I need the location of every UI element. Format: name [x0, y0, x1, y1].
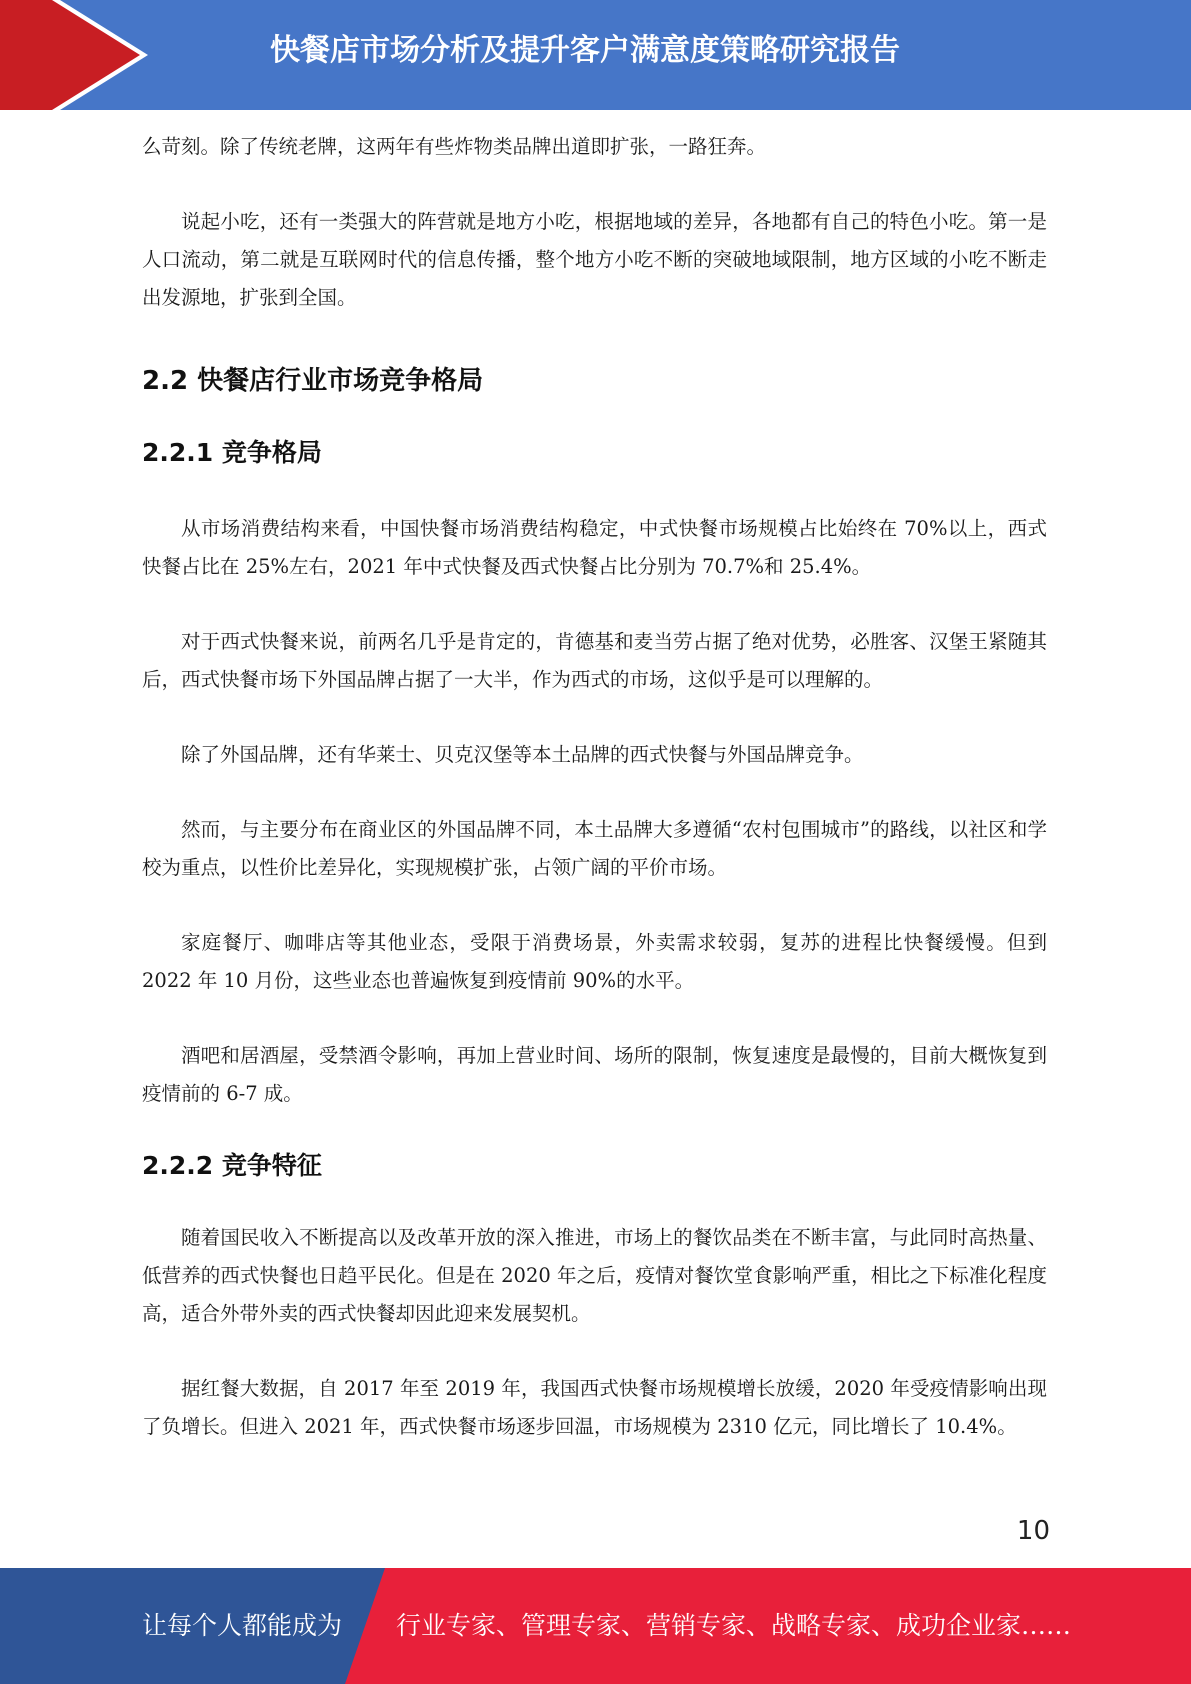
page-content: [142, 128, 1047, 1446]
paragraph-local-brands: 除了外国品牌，还有华莱士、贝克汉堡等本土品牌的西式快餐与外国品牌竞争。: [181, 743, 864, 766]
paragraph-competition-features: 随着国民收入不断提高以及改革开放的深入推进，市场上的餐饮品类在不断丰富，与此同时高热量、低营养的西式快餐也日趋平民化。但是在 2020 年之后，疫情对餐饮堂食影响严重，相比之下标准化程度高，适合外带外卖的西式快餐却因此迎来发展契机。: [142, 1226, 1047, 1325]
paragraph-family-restaurants: 家庭餐厅、咖啡店等其他业态，受限于消费场景，外卖需求较弱，复苏的进程比快餐缓慢。但到 2022 年 10 月份，这些业态也普遍恢复到疫情前 90%的水平。: [142, 931, 1047, 992]
paragraph-rural-strategy: 然而，与主要分布在商业区的外国品牌不同，本土品牌大多遵循“农村包围城市”的路线，以社区和学校为重点，以性价比差异化，实现规模扩张，占领广阔的平价市场。: [142, 818, 1047, 879]
footer-slogan-left: 让每个人都能成为: [142, 1611, 343, 1640]
paragraph-western-fast-food: 对于西式快餐来说，前两名几乎是肯定的，肯德基和麦当劳占据了绝对优势，必胜客、汉堡王紧随其后，西式快餐市场下外国品牌占据了一大半，作为西式的市场，这似乎是可以理解的。: [142, 630, 1047, 691]
paragraph-market-data: 据红餐大数据，自 2017 年至 2019 年，我国西式快餐市场规模增长放缓，2020 年受疫情影响出现了负增长。但进入 2021 年，西式快餐市场逐步回温，市场规模为 2310 亿元，同比增长了 10.4%。: [142, 1377, 1047, 1438]
paragraph-bars: 酒吧和居酒屋，受禁酒令影响，再加上营业时间、场所的限制，恢复速度是最慢的，目前大概恢复到疫情前的 6-7 成。: [142, 1044, 1047, 1105]
paragraph-local-snacks: 说起小吃，还有一类强大的阵营就是地方小吃，根据地域的差异，各地都有自己的特色小吃。第一是人口流动，第二就是互联网时代的信息传播，整个地方小吃不断的突破地域限制，地方区域的小吃不断走出发源地，扩张到全国。: [142, 210, 1047, 309]
report-title: 快餐店市场分析及提升客户满意度策略研究报告: [270, 33, 900, 68]
section-heading-2-2-2: 2.2.2 竞争特征: [142, 1151, 322, 1180]
page-header: [0, 0, 1191, 110]
footer-slogan-right: 行业专家、管理专家、营销专家、战略专家、成功企业家……: [396, 1611, 1072, 1640]
section-heading-2-2: 2.2 快餐店行业市场竞争格局: [142, 366, 484, 396]
section-heading-2-2-1: 2.2.1 竞争格局: [142, 438, 322, 467]
paragraph-continuation: 么苛刻。除了传统老牌，这两年有些炸物类品牌出道即扩张，一路狂奔。: [142, 135, 767, 158]
page-footer: [0, 1568, 1191, 1684]
page-number: 10: [1016, 1516, 1050, 1546]
paragraph-consumption-structure: 从市场消费结构来看，中国快餐市场消费结构稳定，中式快餐市场规模占比始终在 70%以上，西式快餐占比在 25%左右，2021 年中式快餐及西式快餐占比分别为 70.7%和 25.4%。: [142, 517, 1047, 578]
